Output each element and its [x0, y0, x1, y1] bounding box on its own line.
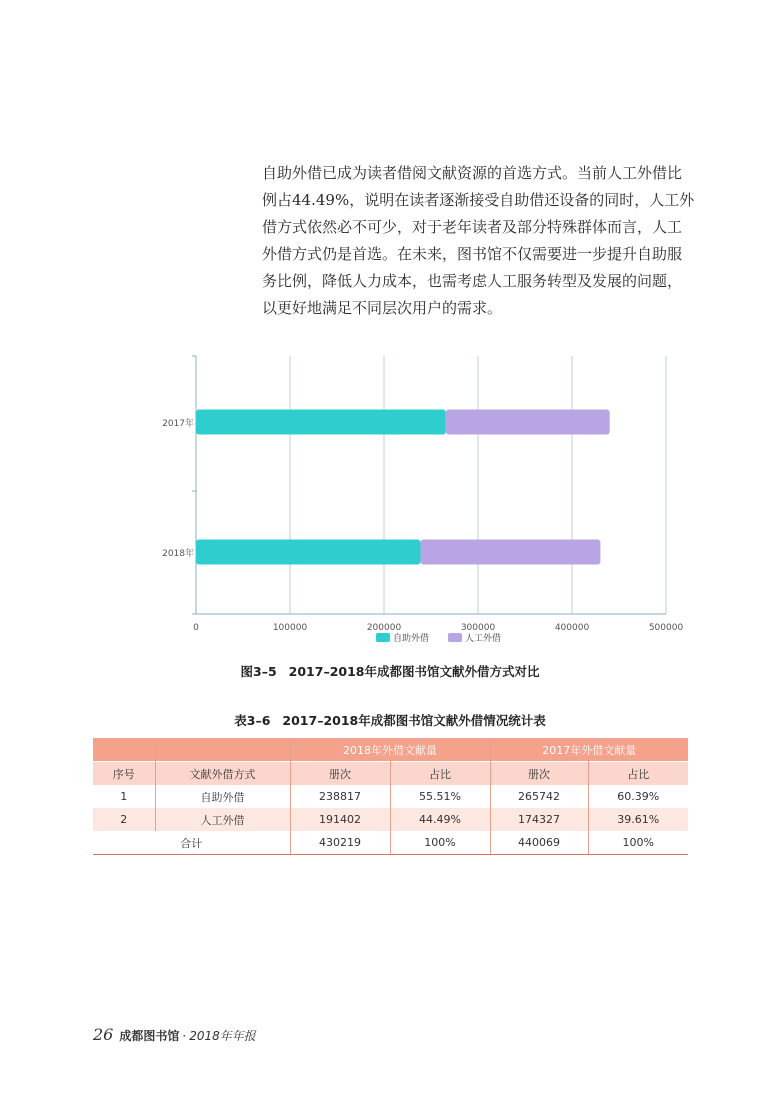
bar-segment — [446, 410, 610, 435]
cell-total-share-2018: 100% — [390, 831, 490, 855]
column-header: 册次 — [490, 762, 588, 786]
figure-title: 2017–2018年成都图书馆文献外借方式对比 — [288, 664, 540, 679]
bar-segment — [196, 540, 420, 565]
header-blank — [155, 738, 290, 762]
cell-share-2017: 39.61% — [588, 808, 688, 831]
x-tick-label: 400000 — [554, 623, 590, 633]
paragraph-line: 务比例，降低人力成本，也需考虑人工服务转型及发展的问题， — [262, 272, 683, 290]
publication-name: 成都图书馆 — [119, 1029, 180, 1043]
x-tick-label: 300000 — [460, 623, 496, 633]
legend-swatch — [376, 633, 390, 642]
bar-segment — [196, 410, 446, 435]
lending-statistics-table — [93, 738, 688, 855]
body-paragraph — [262, 160, 695, 322]
column-header: 册次 — [290, 762, 390, 786]
table-number: 表3–6 — [234, 713, 271, 728]
cell-method: 人工外借 — [155, 808, 290, 831]
cell-total-label: 合计 — [93, 831, 290, 855]
cell-total-volume-2018: 430219 — [290, 831, 390, 855]
paragraph-line: 自助外借已成为读者借阅文献资源的首选方式。当前人工外借比 — [262, 164, 683, 182]
cell-method: 自助外借 — [155, 785, 290, 808]
x-tick-label: 0 — [193, 623, 199, 633]
paragraph-line: 以更好地满足不同层次用户的需求。 — [262, 299, 503, 317]
figure-number: 图3–5 — [240, 664, 277, 679]
table-row — [93, 785, 688, 808]
header-2017-group: 2017年外借文献量 — [490, 738, 688, 762]
cell-total-volume-2017: 440069 — [490, 831, 588, 855]
table-caption — [0, 711, 780, 729]
column-header: 占比 — [588, 762, 688, 786]
y-category-label: 2017年 — [162, 419, 194, 429]
bar-segment — [420, 540, 600, 565]
figure-caption — [0, 662, 780, 680]
legend-label: 人工外借 — [465, 634, 502, 644]
footer-separator: · — [182, 1029, 187, 1043]
paragraph-line: 借方式依然必不可少，对于老年读者及部分特殊群体而言，人工 — [262, 218, 683, 236]
column-header: 文献外借方式 — [155, 762, 290, 786]
cell-volume-2018: 191402 — [290, 808, 390, 831]
x-tick-label: 500000 — [648, 623, 684, 633]
header-blank — [93, 738, 155, 762]
table-column-header-row — [93, 762, 688, 786]
table-row — [93, 808, 688, 831]
y-category-label: 2018年 — [162, 549, 194, 559]
column-header: 序号 — [93, 762, 155, 786]
cell-share-2017: 60.39% — [588, 785, 688, 808]
report-subtitle: 2018年年报 — [189, 1029, 256, 1043]
cell-volume-2017: 174327 — [490, 808, 588, 831]
column-header: 占比 — [390, 762, 490, 786]
header-2018-group: 2018年外借文献量 — [290, 738, 490, 762]
page-number: 26 — [93, 1025, 114, 1044]
table-total-row — [93, 831, 688, 855]
table-group-header-row — [93, 738, 688, 762]
legend-label: 自助外借 — [393, 634, 430, 644]
x-tick-label: 100000 — [272, 623, 308, 633]
legend-swatch — [448, 633, 462, 642]
cell-share-2018: 44.49% — [390, 808, 490, 831]
paragraph-line: 例占44.49%，说明在读者逐渐接受自助借还设备的同时，人工外 — [262, 191, 695, 209]
cell-index: 1 — [93, 785, 155, 808]
paragraph-line: 外借方式仍是首选。在未来，图书馆不仅需要进一步提升自助服 — [262, 245, 683, 263]
table-title: 2017–2018年成都图书馆文献外借情况统计表 — [282, 713, 546, 728]
cell-total-share-2017: 100% — [588, 831, 688, 855]
cell-volume-2018: 238817 — [290, 785, 390, 808]
lending-method-chart — [150, 350, 690, 650]
page-footer — [93, 1025, 256, 1044]
cell-volume-2017: 265742 — [490, 785, 588, 808]
cell-index: 2 — [93, 808, 155, 831]
x-tick-label: 200000 — [366, 623, 402, 633]
cell-share-2018: 55.51% — [390, 785, 490, 808]
